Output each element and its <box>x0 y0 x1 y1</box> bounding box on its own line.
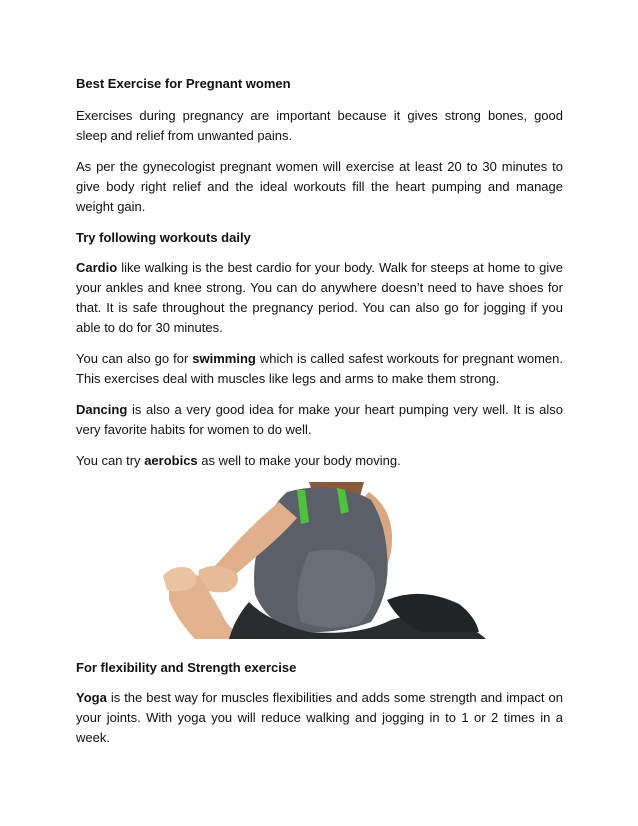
aerobics-before: You can try <box>76 453 145 468</box>
yoga-stretch-photo <box>159 482 486 639</box>
main-heading: Best Exercise for Pregnant women <box>76 76 291 91</box>
dancing-text: is also a very good idea for make your heart pumping very well. It is also very favorite habits for women to do well. <box>76 402 563 437</box>
pregnant-woman-stretching-illustration <box>159 482 486 639</box>
bare-foot <box>163 567 196 591</box>
document-body <box>76 74 563 482</box>
dancing-term: Dancing <box>76 402 128 417</box>
cardio-term: Cardio <box>76 260 118 275</box>
paragraph-yoga <box>76 688 563 748</box>
paragraph-dancing <box>76 400 563 440</box>
aerobics-term: aerobics <box>144 453 198 468</box>
flexibility-heading: For flexibility and Strength exercise <box>76 660 297 675</box>
cardio-text: like walking is the best cardio for your body. Walk for steeps at home to give your ankles and knee strong. You can do anywhere doesn’t need to have shoes for that. It is safe throughout the pregnancy period. You can also go for jogging if you able to do for 30 minutes. <box>76 260 563 335</box>
paragraph-cardio <box>76 258 563 338</box>
workouts-heading: Try following workouts daily <box>76 230 251 245</box>
swimming-after: which is called safest workouts for pregnant women. This exercises deal with muscles like legs and arms to make them strong. <box>76 351 564 386</box>
swimming-before: You can also go for <box>76 351 193 366</box>
belly-highlight <box>297 550 375 628</box>
yoga-term: Yoga <box>76 690 107 705</box>
paragraph-aerobics <box>76 451 563 471</box>
paragraph-intro: Exercises during pregnancy are important because it gives strong bones, good sleep and relief from unwanted pains. <box>76 108 563 143</box>
flexibility-section <box>76 658 563 759</box>
yoga-text: is the best way for muscles flexibilities and adds some strength and impact on your joints. With yoga you will reduce walking and jogging in to 1 or 2 times in a week. <box>76 690 563 745</box>
paragraph-gynecologist: As per the gynecologist pregnant women will exercise at least 20 to 30 minutes to give body right relief and the ideal workouts fill the heart pumping and manage weight gain. <box>76 159 563 214</box>
swimming-term: swimming <box>192 351 256 366</box>
aerobics-after: as well to make your body moving. <box>197 453 401 468</box>
paragraph-swimming <box>76 349 563 389</box>
